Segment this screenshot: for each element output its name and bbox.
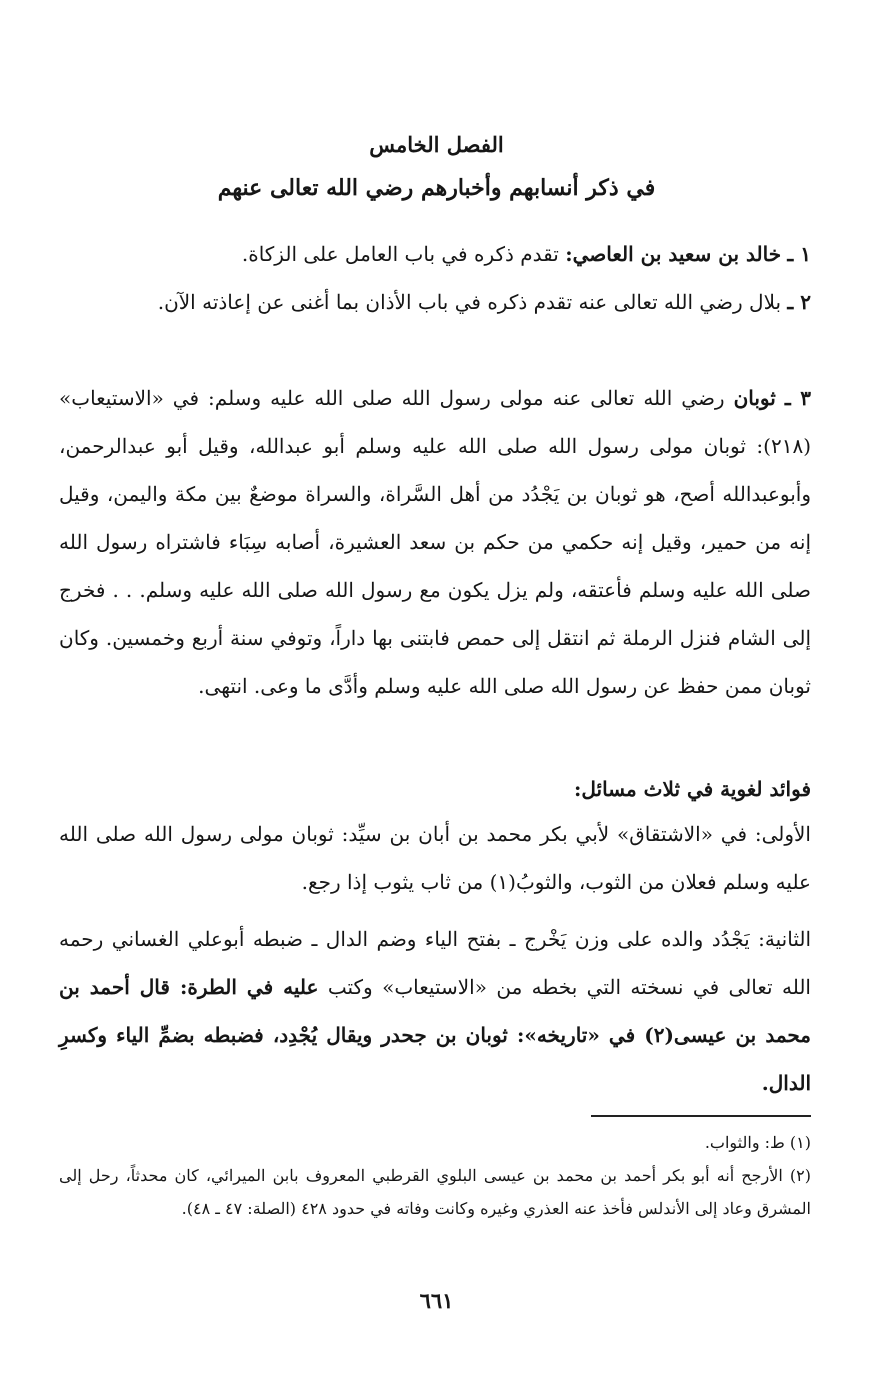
entry-2-text: بلال رضي الله تعالى عنه تقدم ذكره في باب الأذان بما أغنى عن إعاذته الآن.: [157, 290, 788, 314]
chapter-subtitle: في ذكر أنسابهم وأخبارهم رضي الله تعالى عنهم: [217, 175, 656, 201]
benefit-second-text-a: الثانية: يَجْدُد والده على وزن يَخْرج ـ بفتح الياء وضم الدال ـ ضبطه أبوعلي الغساني رحمه الله تعالى في نسخته التي بخطه من «الاستيعاب» وكتب: [59, 927, 811, 999]
entry-1-text: تقدم ذكره في باب العامل على الزكاة.: [241, 242, 566, 266]
entry-1-paragraph: [59, 230, 811, 278]
entry-3-text: رضي الله تعالى عنه مولى رسول الله صلى الله عليه وسلم: في «الاستيعاب» (٢١٨): ثوبان مولى رسول الله صلى الله عليه وسلم أبو عبدالله، وقيل أبو عبدالرحمن، وأبوعبدالله أصح، هو ثوبان بن يَجْدُد من أهل السَّراة، والسراة موضعٌ بين مكة واليمن، وقيل إنه من حمير، وقيل إنه حكمي من حكم بن سعد العشيرة، أصابه سِبَاء فاشتراه رسول الله صلى الله عليه وسلم فأعتقه، ولم يزل يكون مع رسول الله صلى الله عليه وسلم. . . فخرج إلى الشام فنزل الرملة ثم انتقل إلى حمص فابتنى بها داراً، وتوفي سنة أربع وخمسين. وكان ثوبان ممن حفظ عن رسول الله صلى الله عليه وسلم وأدَّى ما وعى. انتهى.: [59, 386, 811, 698]
entry-2-paragraph: [59, 278, 811, 326]
benefits-heading: فوائد لغوية في ثلاث مسائل:: [573, 777, 811, 801]
entry-2-number: ٢ ـ: [787, 290, 811, 314]
footnotes: [59, 1126, 811, 1225]
entry-1-number: ١ ـ: [787, 242, 811, 266]
chapter-title: الفصل الخامس: [369, 132, 504, 157]
entry-1-name: خالد بن سعيد بن العاصي:: [565, 242, 782, 266]
benefit-first-paragraph: الأولى: في «الاشتقاق» لأبي بكر محمد بن أبان بن سيِّد: ثوبان مولى رسول الله صلى الله عليه وسلم فعلان من الثوب، والثوبُ(١) من ثاب يثوب إذا رجع.: [59, 822, 811, 894]
footnote-divider: [591, 1115, 811, 1117]
page-number: ٦٦١: [419, 1288, 454, 1313]
footnote-2: (٢) الأرجح أنه أبو بكر أحمد بن محمد بن عيسى البلوي القرطبي المعروف بابن الميرائي، كان محدثاً، رحل إلى المشرق وعاد إلى الأندلس فأخذ عنه العذري وغيره وكانت وفاته في حدود ٤٢٨ (الصلة: ٤٧ ـ ٤٨).: [59, 1166, 811, 1218]
entry-3-paragraph: [59, 374, 811, 710]
footnote-1: (١) ط: والثواب.: [704, 1133, 811, 1152]
benefit-second-text-b: عليه في الطرة: قال أحمد بن محمد بن عيسى(٢) في «تاريخه»: ثوبان بن جحدر ويقال يُجْدِد، فضبطه بضمِّ الياء وكسرِ الدال.: [59, 975, 811, 1095]
entry-3-number: ٣ ـ: [784, 386, 812, 410]
entry-3-name: ثوبان: [733, 386, 776, 410]
benefit-second-paragraph: [59, 915, 811, 1107]
